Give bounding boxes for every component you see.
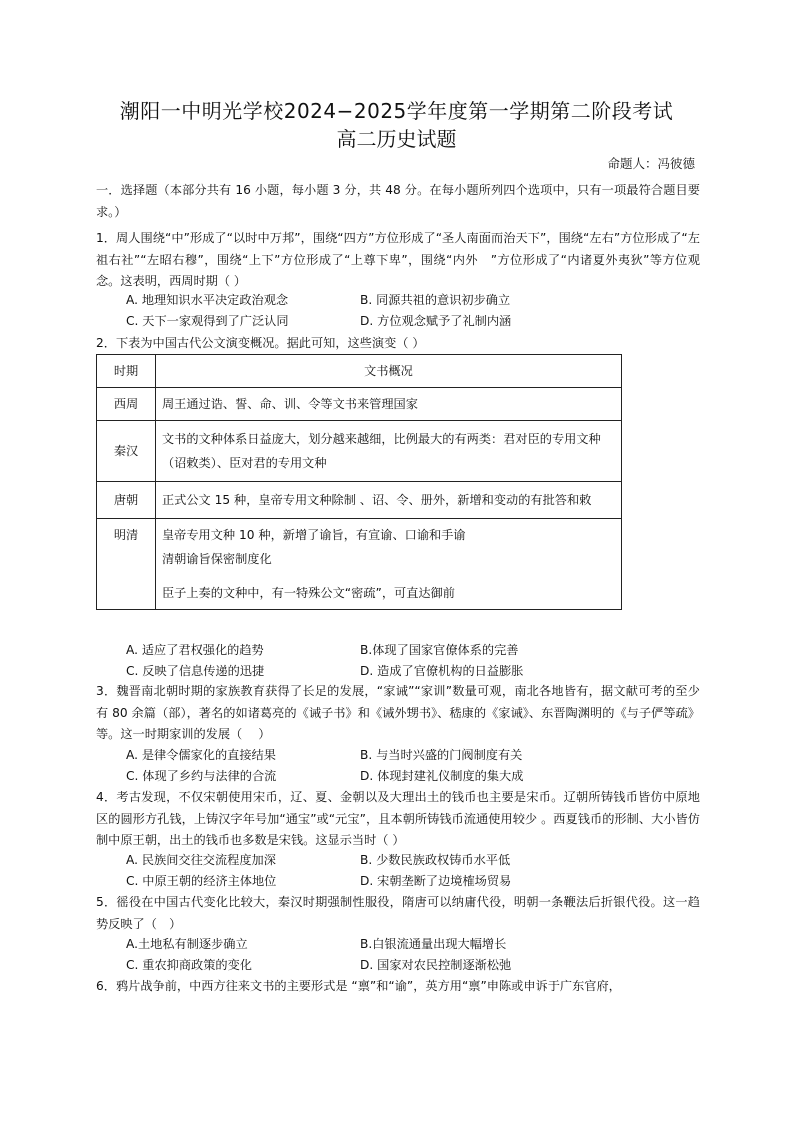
question-3-options-row-1: [126, 745, 686, 766]
table-cell-era: 唐朝: [97, 482, 156, 519]
table-cell-line: 皇帝专用文种 10 种，新增了谕旨，有宣谕、口谕和手谕: [162, 528, 466, 542]
question-1-option-b: B. 同源共祖的意识初步确立: [360, 293, 511, 307]
table-cell-line: 周王通过诰、誓、命、训、令等文书来管理国家: [162, 397, 418, 411]
question-4-stem: 4．考古发现，不仅宋朝使用宋币，辽、夏、金朝以及大理出土的钱币也主要是宋币。辽朝所铸钱币皆仿中原地区的圆形方孔钱，上铸汉字年号加“通宝”或“元宝”，且本朝所铸钱币流通使用较少 。西夏钱币的形制、大小皆仿制中原王朝，出土的钱币也多数是宋钱。这显示当时（ ）: [96, 790, 700, 847]
question-2-options-row-2: [126, 661, 686, 682]
table-header-row: [97, 355, 622, 388]
table-row: [97, 388, 622, 421]
question-3-options-row-2: [126, 766, 686, 787]
question-5-option-a: A.土地私有制逐步确立: [126, 937, 248, 951]
table-header-summary: 文书概况: [156, 355, 622, 388]
question-1-option-a: A. 地理知识水平决定政治观念: [126, 293, 289, 307]
question-1-stem: 1．周人围绕“中”形成了“以时中万邦”，围绕“四方”方位形成了“圣人南面而治天下”，围绕“左右”方位形成了“左祖右社”“左昭右穆”，围绕“上下”方位形成了“上尊下卑”，围绕“内外 ”方位形成了“内诸夏外夷狄”等方位观念。这表明，西周时期（ ）: [96, 231, 700, 288]
question-1-option-d: D. 方位观念赋予了礼制内涵: [360, 314, 512, 328]
question-4-option-a: A. 民族间交往交流程度加深: [126, 853, 276, 867]
table-cell-summary: [156, 519, 622, 610]
question-2-option-b: B.体现了国家官僚体系的完善: [360, 643, 519, 657]
question-5-options-row-1: [126, 934, 686, 955]
table-cell-line: 文书的文种体系日益庞大，划分越来越细，比例最大的有两类：君对臣的专用文种（诏敕类）、臣对君的专用文种: [162, 432, 601, 470]
table-row: [97, 519, 622, 610]
table-cell-era: 秦汉: [97, 421, 156, 482]
exam-title: 潮阳一中明光学校2024−2025学年度第一学期第二阶段考试: [119, 99, 674, 123]
author-line: 命题人：冯彼德: [607, 156, 695, 171]
question-3-option-d: D. 体现封建礼仪制度的集大成: [360, 769, 524, 783]
table-cell-summary: [156, 388, 622, 421]
table-cell-summary: [156, 482, 622, 519]
question-2-options-row-1: [126, 640, 686, 661]
question-4-option-b: B. 少数民族政权铸币水平低: [360, 853, 511, 867]
question-3-stem: 3．魏晋南北朝时期的家族教育获得了长足的发展，“家诫”“家训”数量可观，南北各地皆有，据文献可考的至少有 80 余篇（部），著名的如诸葛亮的《诫子书》和《诫外甥书》、嵇康的《家诫》、东晋陶渊明的《与子俨等疏》等。这一时期家训的发展（ ）: [96, 684, 700, 741]
question-1-options-row-2: [126, 311, 686, 332]
table-cell-era: 明清: [97, 519, 156, 610]
table-cell-line: 臣子上奏的文种中，有一特殊公文“密疏”，可直达御前: [162, 586, 455, 600]
question-6-stem: 6．鸦片战争前，中西方往来文书的主要形式是 “禀”和“谕”，英方用“禀”申陈或申诉于广东官府，: [96, 979, 621, 993]
table-cell-era: 西周: [97, 388, 156, 421]
section-intro: 一．选择题（本部分共有 16 小题，每小题 3 分，共 48 分。在每小题所列四个选项中，只有一项最符合题目要求。）: [96, 183, 700, 219]
table-cell-summary: [156, 421, 622, 482]
question-5-stem: 5．徭役在中国古代变化比较大，秦汉时期强制性服役，隋唐可以纳庸代役，明朝一条鞭法后折银代役。这一趋势反映了（ ）: [96, 895, 700, 931]
question-5-option-d: D. 国家对农民控制逐渐松弛: [360, 958, 512, 972]
table-cell-line: 正式公文 15 种，皇帝专用文种除制 、诏、令、册外，新增和变动的有批答和敕: [162, 493, 592, 507]
question-4-options-row-2: [126, 871, 686, 892]
question-2-option-d: D. 造成了官僚机构的日益膨胀: [360, 664, 524, 678]
document-table: [96, 354, 622, 610]
table-row: [97, 482, 622, 519]
exam-subtitle: 高二历史试题: [336, 127, 457, 151]
question-3-option-b: B. 与当时兴盛的门阀制度有关: [360, 748, 523, 762]
question-5-options-row-2: [126, 955, 686, 976]
question-2-stem: 2．下表为中国古代公文演变概况。据此可知，这些演变（ ）: [96, 336, 425, 350]
question-4-option-d: D. 宋朝垄断了边境榷场贸易: [360, 874, 512, 888]
question-4-options-row-1: [126, 850, 686, 871]
question-1-options-row-1: [126, 290, 686, 311]
table-row: [97, 421, 622, 482]
question-1-option-c: C. 天下一家观得到了广泛认同: [126, 314, 289, 328]
question-3-option-c: C. 体现了乡约与法律的合流: [126, 769, 277, 783]
question-2-option-c: C. 反映了信息传递的迅捷: [126, 664, 265, 678]
question-3-option-a: A. 是律令儒家化的直接结果: [126, 748, 276, 762]
table-header-era: 时期: [97, 355, 156, 388]
question-5-option-b: B.白银流通量出现大幅增长: [360, 937, 507, 951]
question-2-option-a: A. 适应了君权强化的趋势: [126, 643, 264, 657]
question-5-option-c: C. 重农抑商政策的变化: [126, 958, 252, 972]
question-4-option-c: C. 中原王朝的经济主体地位: [126, 874, 277, 888]
table-cell-line: 清朝谕旨保密制度化: [162, 552, 272, 566]
